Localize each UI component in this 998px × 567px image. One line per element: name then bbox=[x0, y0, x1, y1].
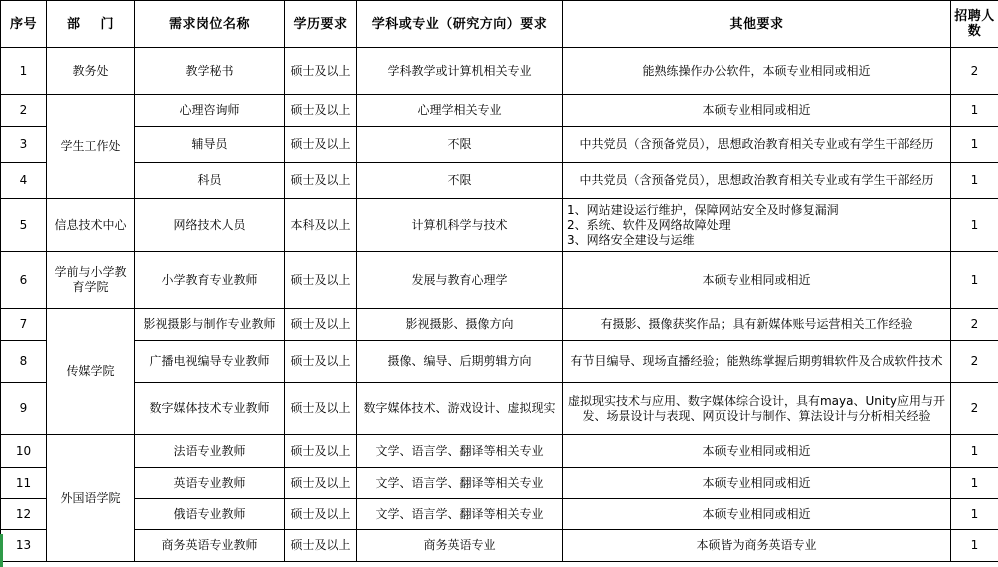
cell-position: 俄语专业教师 bbox=[135, 499, 285, 530]
cell-count: 2 bbox=[951, 309, 998, 341]
other-line: 1、网站建设运行维护，保障网站安全及时修复漏洞 bbox=[567, 202, 839, 217]
cell-position: 科员 bbox=[135, 163, 285, 199]
cell-other: 能熟练操作办公软件，本硕专业相同或相近 bbox=[563, 48, 951, 95]
cell-major: 心理学相关专业 bbox=[357, 95, 563, 127]
table-row bbox=[1, 530, 998, 562]
header-position: 需求岗位名称 bbox=[135, 1, 285, 48]
cell-dept: 学生工作处 bbox=[47, 95, 135, 199]
table-row bbox=[1, 468, 998, 499]
cell-education: 硕士及以上 bbox=[285, 468, 357, 499]
cell-other: 虚拟现实技术与应用、数字媒体综合设计，具有maya、Unity应用与开发、场景设计与表现、网页设计与制作、算法设计与分析相关经验 bbox=[563, 383, 951, 435]
cell-education: 硕士及以上 bbox=[285, 341, 357, 383]
cell-major: 商务英语专业 bbox=[357, 530, 563, 562]
cell-position: 小学教育专业教师 bbox=[135, 252, 285, 309]
cell-no: 13 bbox=[1, 530, 47, 562]
cell-count: 2 bbox=[951, 341, 998, 383]
cell-dept: 学前与小学教育学院 bbox=[47, 252, 135, 309]
header-other: 其他要求 bbox=[563, 1, 951, 48]
cell-other: 中共党员（含预备党员），思想政治教育相关专业或有学生干部经历 bbox=[563, 163, 951, 199]
cell-count: 1 bbox=[951, 163, 998, 199]
cell-major: 摄像、编导、后期剪辑方向 bbox=[357, 341, 563, 383]
cell-major: 文学、语言学、翻译等相关专业 bbox=[357, 468, 563, 499]
cell-major: 文学、语言学、翻译等相关专业 bbox=[357, 499, 563, 530]
cell-position: 影视摄影与制作专业教师 bbox=[135, 309, 285, 341]
cell-count: 1 bbox=[951, 127, 998, 163]
cell-count: 2 bbox=[951, 48, 998, 95]
cell-major: 发展与教育心理学 bbox=[357, 252, 563, 309]
cell-position: 教学秘书 bbox=[135, 48, 285, 95]
cell-count: 2 bbox=[951, 383, 998, 435]
cell-education: 硕士及以上 bbox=[285, 309, 357, 341]
cell-other: 中共党员（含预备党员），思想政治教育相关专业或有学生干部经历 bbox=[563, 127, 951, 163]
cell-major: 不限 bbox=[357, 127, 563, 163]
table-row bbox=[1, 199, 998, 252]
table-row bbox=[1, 499, 998, 530]
cell-position: 英语专业教师 bbox=[135, 468, 285, 499]
cell-education: 硕士及以上 bbox=[285, 435, 357, 468]
other-line: 2、系统、软件及网络故障处理 bbox=[567, 217, 731, 232]
cell-education: 硕士及以上 bbox=[285, 252, 357, 309]
table-row bbox=[1, 435, 998, 468]
cell-education: 硕士及以上 bbox=[285, 499, 357, 530]
cell-position: 法语专业教师 bbox=[135, 435, 285, 468]
cell-other bbox=[563, 199, 951, 252]
cell-no: 6 bbox=[1, 252, 47, 309]
cell-major: 数字媒体技术、游戏设计、虚拟现实 bbox=[357, 383, 563, 435]
cell-no: 5 bbox=[1, 199, 47, 252]
cell-major: 计算机科学与技术 bbox=[357, 199, 563, 252]
cell-major: 不限 bbox=[357, 163, 563, 199]
cell-other: 本硕专业相同或相近 bbox=[563, 95, 951, 127]
cell-other: 本硕专业相同或相近 bbox=[563, 435, 951, 468]
cell-no: 2 bbox=[1, 95, 47, 127]
cell-education: 硕士及以上 bbox=[285, 383, 357, 435]
cell-no: 4 bbox=[1, 163, 47, 199]
cell-education: 硕士及以上 bbox=[285, 127, 357, 163]
cell-other: 有摄影、摄像获奖作品；具有新媒体账号运营相关工作经验 bbox=[563, 309, 951, 341]
cell-education: 硕士及以上 bbox=[285, 530, 357, 562]
header-education: 学历要求 bbox=[285, 1, 357, 48]
header-dept: 部 门 bbox=[47, 1, 135, 48]
cell-no: 1 bbox=[1, 48, 47, 95]
cell-major: 文学、语言学、翻译等相关专业 bbox=[357, 435, 563, 468]
table-row bbox=[1, 309, 998, 341]
cell-other: 有节目编导、现场直播经验；能熟练掌握后期剪辑软件及合成软件技术 bbox=[563, 341, 951, 383]
cell-dept: 外国语学院 bbox=[47, 435, 135, 562]
cell-no: 12 bbox=[1, 499, 47, 530]
cell-position: 网络技术人员 bbox=[135, 199, 285, 252]
cell-major: 影视摄影、摄像方向 bbox=[357, 309, 563, 341]
cell-other: 本硕专业相同或相近 bbox=[563, 252, 951, 309]
table-row bbox=[1, 383, 998, 435]
cell-count: 1 bbox=[951, 468, 998, 499]
header-count: 招聘人数 bbox=[951, 1, 998, 48]
cell-count: 1 bbox=[951, 252, 998, 309]
cell-no: 10 bbox=[1, 435, 47, 468]
table-row bbox=[1, 48, 998, 95]
cell-no: 7 bbox=[1, 309, 47, 341]
cell-count: 1 bbox=[951, 95, 998, 127]
cell-other: 本硕专业相同或相近 bbox=[563, 468, 951, 499]
table-row bbox=[1, 341, 998, 383]
table-row bbox=[1, 252, 998, 309]
other-line: 3、网络安全建设与运维 bbox=[567, 232, 695, 247]
cell-position: 广播电视编导专业教师 bbox=[135, 341, 285, 383]
cell-count: 1 bbox=[951, 530, 998, 562]
cell-count: 1 bbox=[951, 499, 998, 530]
cell-education: 本科及以上 bbox=[285, 199, 357, 252]
cell-position: 辅导员 bbox=[135, 127, 285, 163]
cell-count: 1 bbox=[951, 435, 998, 468]
cell-count: 1 bbox=[951, 199, 998, 252]
header-major: 学科或专业（研究方向）要求 bbox=[357, 1, 563, 48]
cell-position: 心理咨询师 bbox=[135, 95, 285, 127]
cell-no: 9 bbox=[1, 383, 47, 435]
cell-other: 本硕专业相同或相近 bbox=[563, 499, 951, 530]
table-row bbox=[1, 163, 998, 199]
selection-marker bbox=[0, 534, 3, 567]
cell-position: 数字媒体技术专业教师 bbox=[135, 383, 285, 435]
cell-dept: 传媒学院 bbox=[47, 309, 135, 435]
header-no: 序号 bbox=[1, 1, 47, 48]
cell-education: 硕士及以上 bbox=[285, 48, 357, 95]
table-row bbox=[1, 95, 998, 127]
cell-major: 学科教学或计算机相关专业 bbox=[357, 48, 563, 95]
cell-dept: 教务处 bbox=[47, 48, 135, 95]
cell-dept: 信息技术中心 bbox=[47, 199, 135, 252]
cell-no: 11 bbox=[1, 468, 47, 499]
cell-no: 3 bbox=[1, 127, 47, 163]
cell-no: 8 bbox=[1, 341, 47, 383]
cell-position: 商务英语专业教师 bbox=[135, 530, 285, 562]
table-row bbox=[1, 127, 998, 163]
cell-education: 硕士及以上 bbox=[285, 163, 357, 199]
cell-education: 硕士及以上 bbox=[285, 95, 357, 127]
header-row bbox=[1, 1, 998, 48]
cell-other: 本硕皆为商务英语专业 bbox=[563, 530, 951, 562]
